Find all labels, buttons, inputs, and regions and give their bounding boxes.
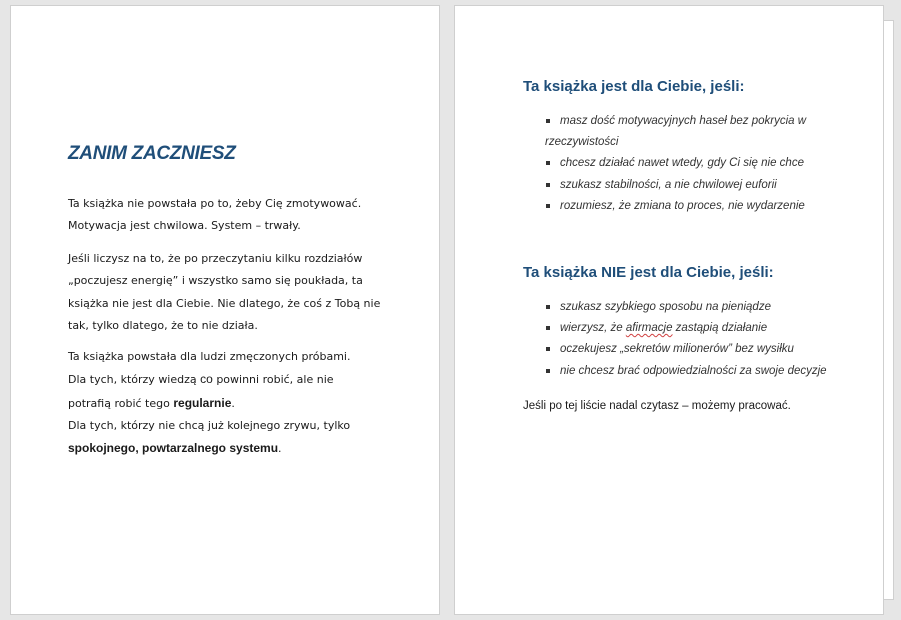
page-left[interactable]: [10, 5, 440, 615]
text-line: Ta książka nie powstała po to, żeby Cię zmotywować.: [68, 197, 362, 210]
text-line: „poczujesz energię” i wszystko samo się poukłada, ta: [68, 274, 363, 288]
list-item-text: oczekujesz „sekretów milionerów” bez wysiłku: [560, 343, 794, 356]
next-page-edge[interactable]: [884, 20, 894, 600]
text-line: [68, 368, 388, 391]
bold-text: regularnie: [173, 395, 232, 410]
heading-for-you: Ta książka jest dla Ciebie, jeśli:: [523, 78, 745, 95]
square-bullet-icon: [546, 326, 550, 330]
square-bullet-icon: [546, 119, 550, 123]
emphasis-text: co: [200, 372, 213, 387]
list-item-text: wierzysz, że: [560, 322, 626, 335]
text-run: .: [231, 396, 235, 410]
square-bullet-icon: [546, 204, 550, 208]
list-item: [545, 339, 855, 360]
text-line: Motywacja jest chwilowa. System – trwały.: [68, 219, 301, 233]
list-item: [545, 196, 855, 217]
list-item-text: masz dość motywacyjnych haseł bez pokrycia w: [560, 115, 807, 127]
text-line: tak, tylko dlatego, że to nie działa.: [68, 318, 258, 332]
text-run: powinni robić, ale nie: [212, 373, 334, 387]
list-not-for-you: [545, 297, 855, 382]
page-right[interactable]: [454, 5, 884, 615]
text-run: Dla tych, którzy wiedzą: [68, 373, 201, 387]
square-bullet-icon: [546, 183, 550, 187]
list-item: [545, 318, 855, 339]
list-item-text: zastąpią działanie: [672, 322, 768, 335]
closing-sentence: Jeśli po tej liście nadal czytasz – możemy pracować.: [523, 400, 791, 412]
square-bullet-icon: [546, 347, 550, 351]
text-line: książka nie jest dla Ciebie. Nie dlatego, że coś z Tobą nie: [68, 296, 381, 310]
list-item: [545, 175, 855, 196]
chapter-title: ZANIM ZACZNIESZ: [68, 143, 236, 164]
list-item-text: szukasz szybkiego sposobu na pieniądze: [560, 301, 771, 313]
list-item-text: szukasz stabilności, a nie chwilowej euforii: [560, 178, 777, 191]
list-item-text: nie chcesz brać odpowiedzialności za swoje decyzje: [560, 364, 827, 377]
spellcheck-flagged-word[interactable]: afirmacje: [625, 322, 673, 335]
paragraph-audience: [68, 346, 388, 460]
list-item-text: rozumiesz, że zmiana to proces, nie wydarzenie: [560, 199, 805, 212]
square-bullet-icon: [546, 305, 550, 309]
list-for-you: [545, 111, 855, 217]
text-line: Jeśli liczysz na to, że po przeczytaniu kilku rozdziałów: [68, 252, 363, 265]
heading-not-for-you: Ta książka NIE jest dla Ciebie, jeśli:: [523, 264, 774, 281]
text-line: [68, 392, 388, 415]
list-item: [545, 361, 855, 382]
square-bullet-icon: [546, 369, 550, 373]
list-item: [545, 297, 855, 318]
text-line: Dla tych, którzy nie chcą już kolejnego zrywu, tylko: [68, 418, 351, 432]
text-run: potrafią robić tego: [68, 396, 174, 410]
text-line: Ta książka powstała dla ludzi zmęczonych próbami.: [68, 350, 351, 363]
paragraph-intro: [68, 193, 388, 238]
list-item-text-continued: rzeczywistości: [545, 136, 619, 149]
bold-text: spokojnego, powtarzalnego systemu: [68, 441, 279, 456]
square-bullet-icon: [546, 161, 550, 165]
text-run: .: [278, 442, 282, 456]
list-item-text: chcesz działać nawet wtedy, gdy Ci się nie chce: [560, 157, 804, 170]
list-item: [545, 111, 855, 153]
text-line: [68, 437, 388, 460]
paragraph-expectations: [68, 248, 388, 337]
list-item: [545, 153, 855, 174]
